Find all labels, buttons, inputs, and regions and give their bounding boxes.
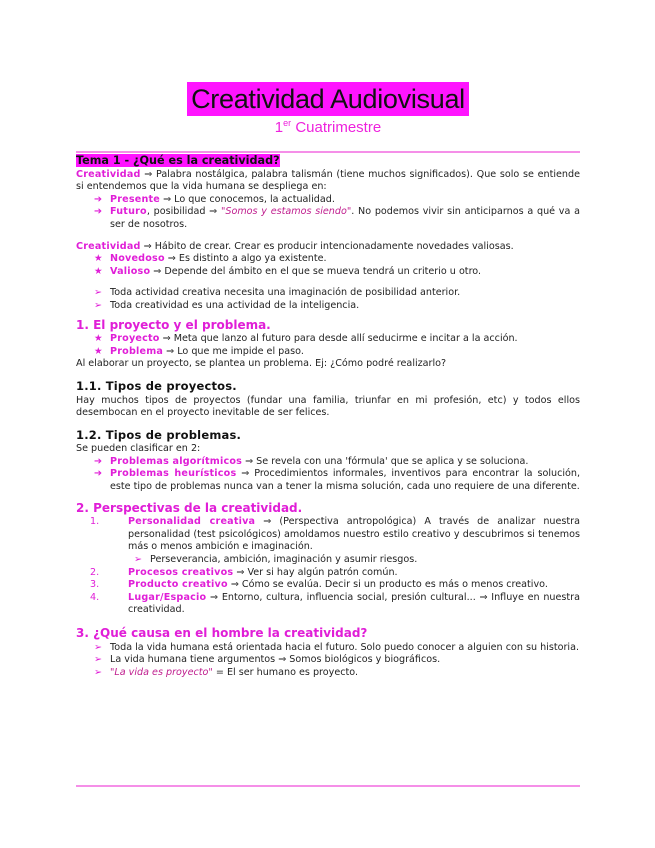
paragraph: Creatividad ⇒ Hábito de crear. Crear es producir intencionadamente novedades valiosas. bbox=[76, 240, 514, 252]
chevron-right-icon: ➢ bbox=[94, 641, 103, 653]
list-item: ★ Novedoso ⇒ Es distinto a algo ya existente. bbox=[94, 253, 327, 265]
chevron-right-icon: ➢ bbox=[134, 554, 143, 566]
list-item: ★ Problema ⇒ Lo que me impide el paso. bbox=[94, 345, 304, 357]
chevron-right-icon: ➢ bbox=[94, 299, 103, 311]
list-item: ➢ Perseverancia, ambición, imaginación y asumir riesgos. bbox=[134, 554, 418, 566]
list-item: ➢ La vida humana tiene argumentos ⇒ Somos biológicos y biográficos. bbox=[94, 654, 441, 666]
paragraph: Al elaborar un proyecto, se plantea un problema. Ej: ¿Cómo podré realizarlo? bbox=[76, 358, 447, 370]
list-item: ➢ "La vida es proyecto" = El ser humano es proyecto. bbox=[94, 666, 359, 678]
section-heading: 2. Perspectivas de la creatividad. bbox=[76, 500, 303, 515]
list-item: 1. Personalidad creativa ⇒ (Perspectiva antropológica) A través de analizar nuestra personalidad (test psicológicos) amoldamos nuestro estilo creativo y descubrimos si tenemos más o menos ambición e imaginación. bbox=[90, 516, 580, 553]
list-item: ➔ Presente ⇒ Lo que conocemos, la actualidad. bbox=[94, 193, 335, 205]
top-divider bbox=[76, 151, 580, 153]
bottom-divider bbox=[76, 785, 580, 787]
section-heading: 1.1. Tipos de proyectos. bbox=[76, 378, 237, 393]
section-heading: 1.2. Tipos de problemas. bbox=[76, 427, 242, 442]
list-item: ➢ Toda actividad creativa necesita una imaginación de posibilidad anterior. bbox=[94, 287, 461, 299]
list-item: ➢ Toda la vida humana está orientada hacia el futuro. Solo puedo conocer a alguien con su historia. bbox=[94, 641, 580, 653]
list-item: ➔ Problemas algorítmicos ⇒ Se revela con una 'fórmula' que se aplica y se soluciona. bbox=[94, 455, 529, 467]
chevron-right-icon: ➢ bbox=[94, 654, 103, 666]
section-heading: Tema 1 - ¿Qué es la creatividad? bbox=[76, 154, 280, 167]
list-item: 4. Lugar/Espacio ⇒ Entorno, cultura, influencia social, presión cultural... ⇒ Influye en nuestra creatividad. bbox=[90, 591, 580, 616]
paragraph: Se pueden clasificar en 2: bbox=[76, 443, 201, 455]
section-heading: 1. El proyecto y el problema. bbox=[76, 317, 271, 332]
arrow-icon: ➔ bbox=[94, 468, 103, 480]
list-item: ★ Proyecto ⇒ Meta que lanzo al futuro para desde allí seducirme e incitar a la acción. bbox=[94, 333, 518, 345]
section-heading: 3. ¿Qué causa en el hombre la creatividad? bbox=[76, 626, 368, 640]
document-body bbox=[76, 155, 580, 679]
chevron-right-icon: ➢ bbox=[94, 666, 103, 678]
star-icon: ★ bbox=[94, 345, 103, 357]
arrow-icon: ➔ bbox=[94, 455, 103, 467]
paragraph: Hay muchos tipos de proyectos (fundar una familia, triunfar en mi profesión, etc) y todos ellos desembocan en el proyecto inevitable de ser felices. bbox=[76, 394, 580, 419]
list-item: ➔ Futuro, posibilidad ⇒ "Somos y estamos siendo". No podemos vivir sin anticiparnos a qué va a ser de nosotros. bbox=[94, 206, 580, 230]
list-item: ★ Valioso ⇒ Depende del ámbito en el que se mueva tendrá un criterio u otro. bbox=[94, 265, 482, 277]
paragraph: Creatividad ⇒ Palabra nostálgica, palabra talismán (tiene muchos significados). Que solo se entiende si entendemos que la vida humana se despliega en: bbox=[76, 168, 580, 193]
star-icon: ★ bbox=[94, 333, 103, 345]
list-item: ➢ Toda creatividad es una actividad de la inteligencia. bbox=[94, 299, 360, 311]
star-icon: ★ bbox=[94, 253, 103, 265]
document-title: Creatividad Audiovisual bbox=[187, 82, 469, 116]
arrow-icon: ➔ bbox=[94, 193, 103, 205]
star-icon: ★ bbox=[94, 265, 103, 277]
list-item: ➔ Problemas heurísticos ⇒ Procedimientos informales, inventivos para encontrar la solución, este tipo de problemas nunca van a tener la misma solución, cada uno requiere de una diferente. bbox=[94, 468, 581, 493]
list-item: 2. Procesos creativos ⇒ Ver si hay algún patrón común. bbox=[90, 566, 398, 578]
arrow-icon: ➔ bbox=[94, 206, 103, 218]
chevron-right-icon: ➢ bbox=[94, 287, 103, 299]
list-item: 3. Producto creativo ⇒ Cómo se evalúa. Decir si un producto es más o menos creativo. bbox=[90, 579, 548, 591]
document-subtitle: 1er Cuatrimestre bbox=[274, 118, 382, 136]
